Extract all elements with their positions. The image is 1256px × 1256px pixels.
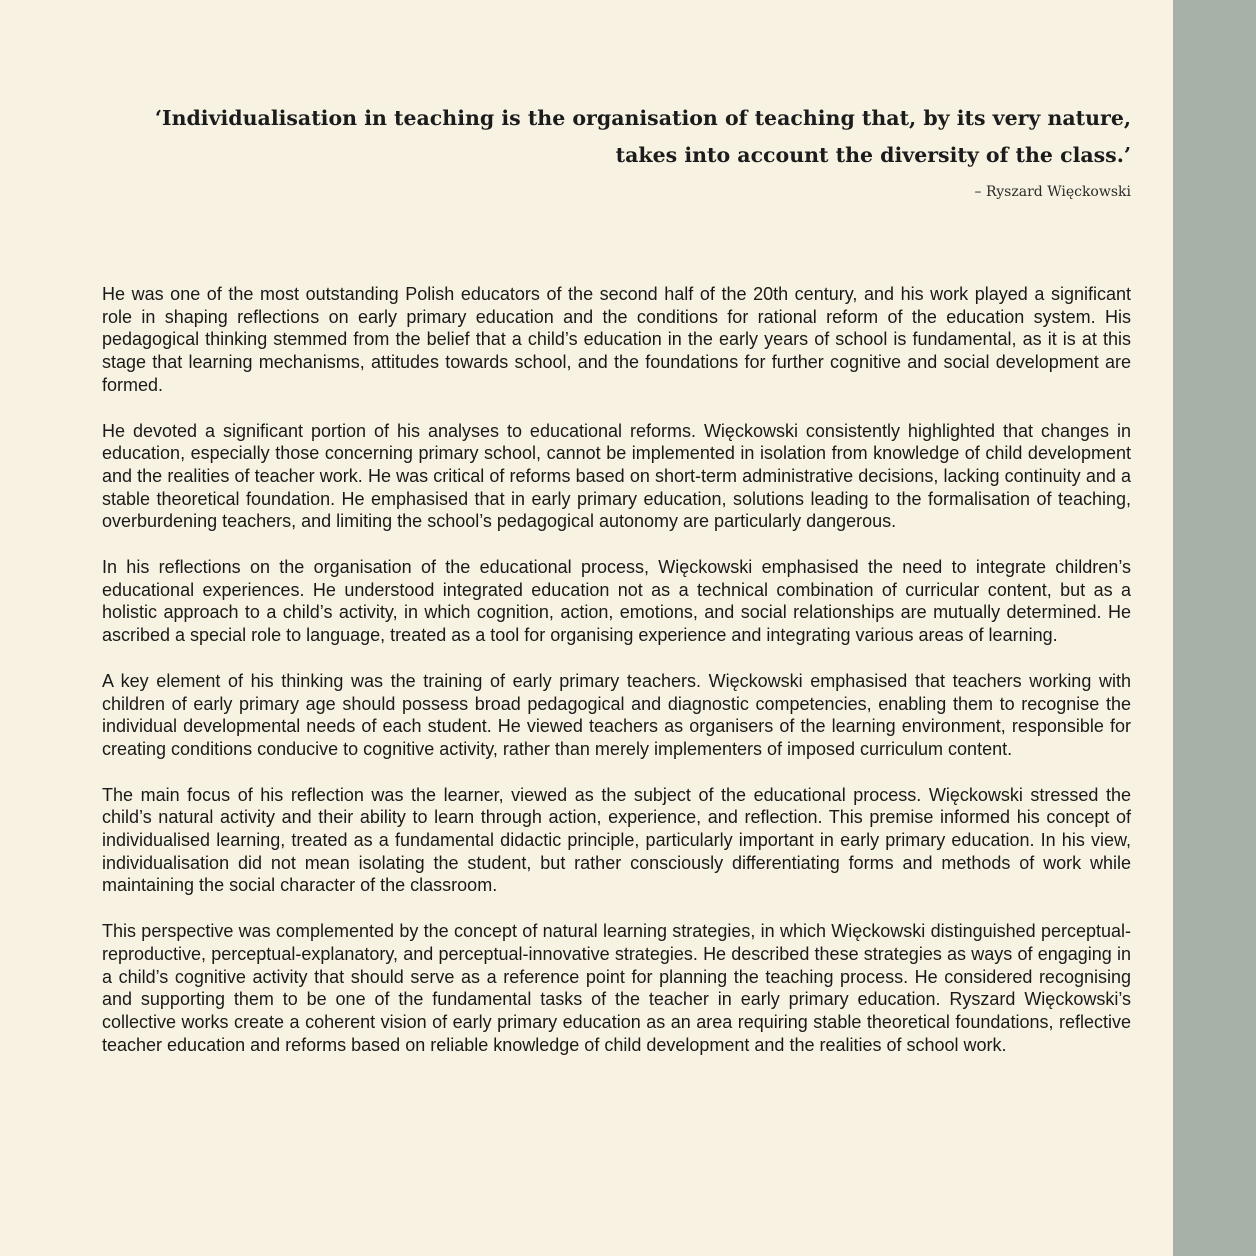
quote-author: – Ryszard Więckowski xyxy=(974,184,1131,200)
epigraph-quote xyxy=(102,100,1131,174)
quote-line-2: takes into account the diversity of the class.’ xyxy=(615,143,1131,167)
body-text xyxy=(102,283,1131,1056)
paragraph-5: The main focus of his reflection was the learner, viewed as the subject of the educational process. Więckowski stressed the child’s natural activity and their ability to learn through action, experience, and reflection. This premise informed his concept of individualised learning, treated as a fundamental didactic principle, particularly important in early primary education. In his view, individualisation did not mean isolating the student, but rather consciously differentiating forms and methods of work while maintaining the social character of the classroom. xyxy=(102,784,1131,896)
paragraph-6: This perspective was complemented by the concept of natural learning strategies, in which Więckowski distinguished perceptual-reproductive, perceptual-explanatory, and perceptual-innovative strategies. He described these strategies as ways of engaging in a child’s cognitive activity that should serve as a reference point for planning the teaching process. He considered recognising and supporting them to be one of the fundamental tasks of the teacher in early primary education. Ryszard Więckowski’s collective works create a coherent vision of early primary education as an area requiring stable theoretical foundations, reflective teacher education and reforms based on reliable knowledge of child development and the realities of school work. xyxy=(102,921,1131,1055)
page-content xyxy=(102,0,1131,1079)
paragraph-2: He devoted a significant portion of his analyses to educational reforms. Więckowski consistently highlighted that changes in education, especially those concerning primary school, cannot be implemented in isolation from knowledge of child development and the realities of teacher work. He was critical of reforms based on short-term administrative decisions, lacking continuity and a stable theoretical foundation. He emphasised that in early primary education, solutions leading to the formalisation of teaching, overburdening teachers, and limiting the school’s pedagogical autonomy are particularly dangerous. xyxy=(102,420,1131,532)
paragraph-1: He was one of the most outstanding Polish educators of the second half of the 20th century, and his work played a significant role in shaping reflections on early primary education and the conditions for rational reform of the education system. His pedagogical thinking stemmed from the belief that a child’s education in the early years of school is fundamental, as it is at this stage that learning mechanisms, attitudes towards school, and the foundations for further cognitive and social development are formed. xyxy=(102,284,1131,395)
paragraph-3: In his reflections on the organisation of the educational process, Więckowski emphasised the need to integrate children’s educational experiences. He understood integrated education not as a technical combination of curricular content, but as a holistic approach to a child’s activity, in which cognition, action, emotions, and social relationships are mutually determined. He ascribed a special role to language, treated as a tool for organising experience and integrating various areas of learning. xyxy=(102,557,1131,646)
side-color-band xyxy=(1173,0,1256,1256)
quote-line-1: ‘Individualisation in teaching is the organisation of teaching that, by its very nature, xyxy=(154,106,1131,130)
paragraph-4: A key element of his thinking was the training of early primary teachers. Więckowski emphasised that teachers working with children of early primary age should possess broad pedagogical and diagnostic competencies, enabling them to recognise the individual developmental needs of each student. He viewed teachers as organisers of the learning environment, responsible for creating conditions conducive to cognitive activity, rather than merely implementers of imposed curriculum content. xyxy=(102,670,1131,759)
